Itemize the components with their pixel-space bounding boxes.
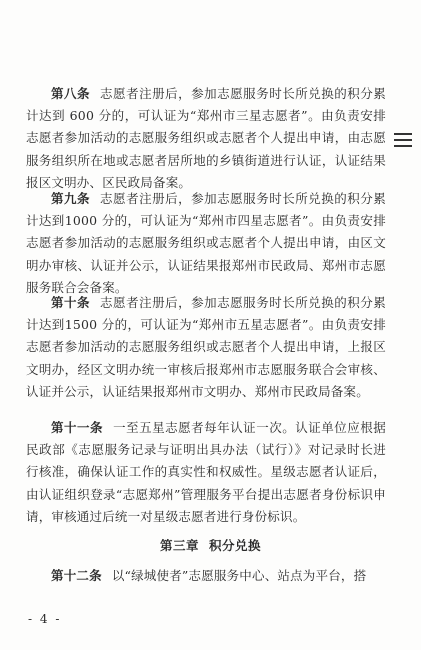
article-9 [26, 188, 386, 299]
article-11 [26, 417, 386, 528]
article-text: 志愿者注册后，参加志愿服务时长所兑换的积分累计达到 600 分的，可认证为“郑州市三星志愿者”。由负责安排志愿者参加活动的志愿服务组织或志愿者个人提出申请，由志愿服务组织所在地或志愿者居所地的乡镇街道进行认证，认证结果报区文明办、区民政局备案。 [26, 86, 386, 190]
article-number: 第八条 [51, 86, 91, 101]
chapter-title: 积分兑换 [209, 538, 262, 553]
article-number: 第九条 [51, 191, 91, 206]
menu-bar [394, 139, 412, 141]
article-text: 志愿者注册后，参加志愿服务时长所兑换的积分累计达到1500 分的，可认证为“郑州市五星志愿者”。由负责安排志愿者参加活动的志愿服务组织或志愿者个人提出申请，上报区文明办，经区文明办统一审核后报郑州市志愿服务联合会审核、认证并公示，认证结果报郑州市文明办、郑州市民政局备案。 [26, 295, 386, 399]
chapter-heading [0, 536, 421, 554]
hamburger-menu-icon[interactable] [392, 128, 416, 152]
article-number: 第十条 [51, 295, 91, 310]
article-10 [26, 292, 386, 403]
article-text: 一至五星志愿者每年认证一次。认证单位应根据民政部《志愿服务记录与证明出具办法（试行）》对记录时长进行核准，确保认证工作的真实性和权威性。星级志愿者认证后，由认证组织登录“志愿郑州”管理服务平台提出志愿者身份标识申请，审核通过后统一对星级志愿者进行身份标识。 [26, 420, 387, 524]
article-8 [26, 83, 386, 194]
page-number: - 4 - [28, 612, 62, 626]
article-text: 以“绿城使者”志愿服务中心、站点为平台，搭 [111, 568, 367, 583]
article-12 [26, 565, 386, 587]
menu-bar [394, 145, 412, 147]
article-number: 第十二条 [51, 568, 102, 583]
menu-bar [394, 133, 412, 135]
chapter-number: 第三章 [159, 538, 199, 553]
article-number: 第十一条 [51, 420, 104, 435]
article-text: 志愿者注册后，参加志愿服务时长所兑换的积分累计达到1000 分的，可认证为“郑州市四星志愿者”。由负责安排志愿者参加活动的志愿服务组织或志愿者个人提出申请，由区文明办审核、认证并公示，认证结果报郑州市民政局、郑州市志愿服务联合会备案。 [26, 191, 386, 295]
